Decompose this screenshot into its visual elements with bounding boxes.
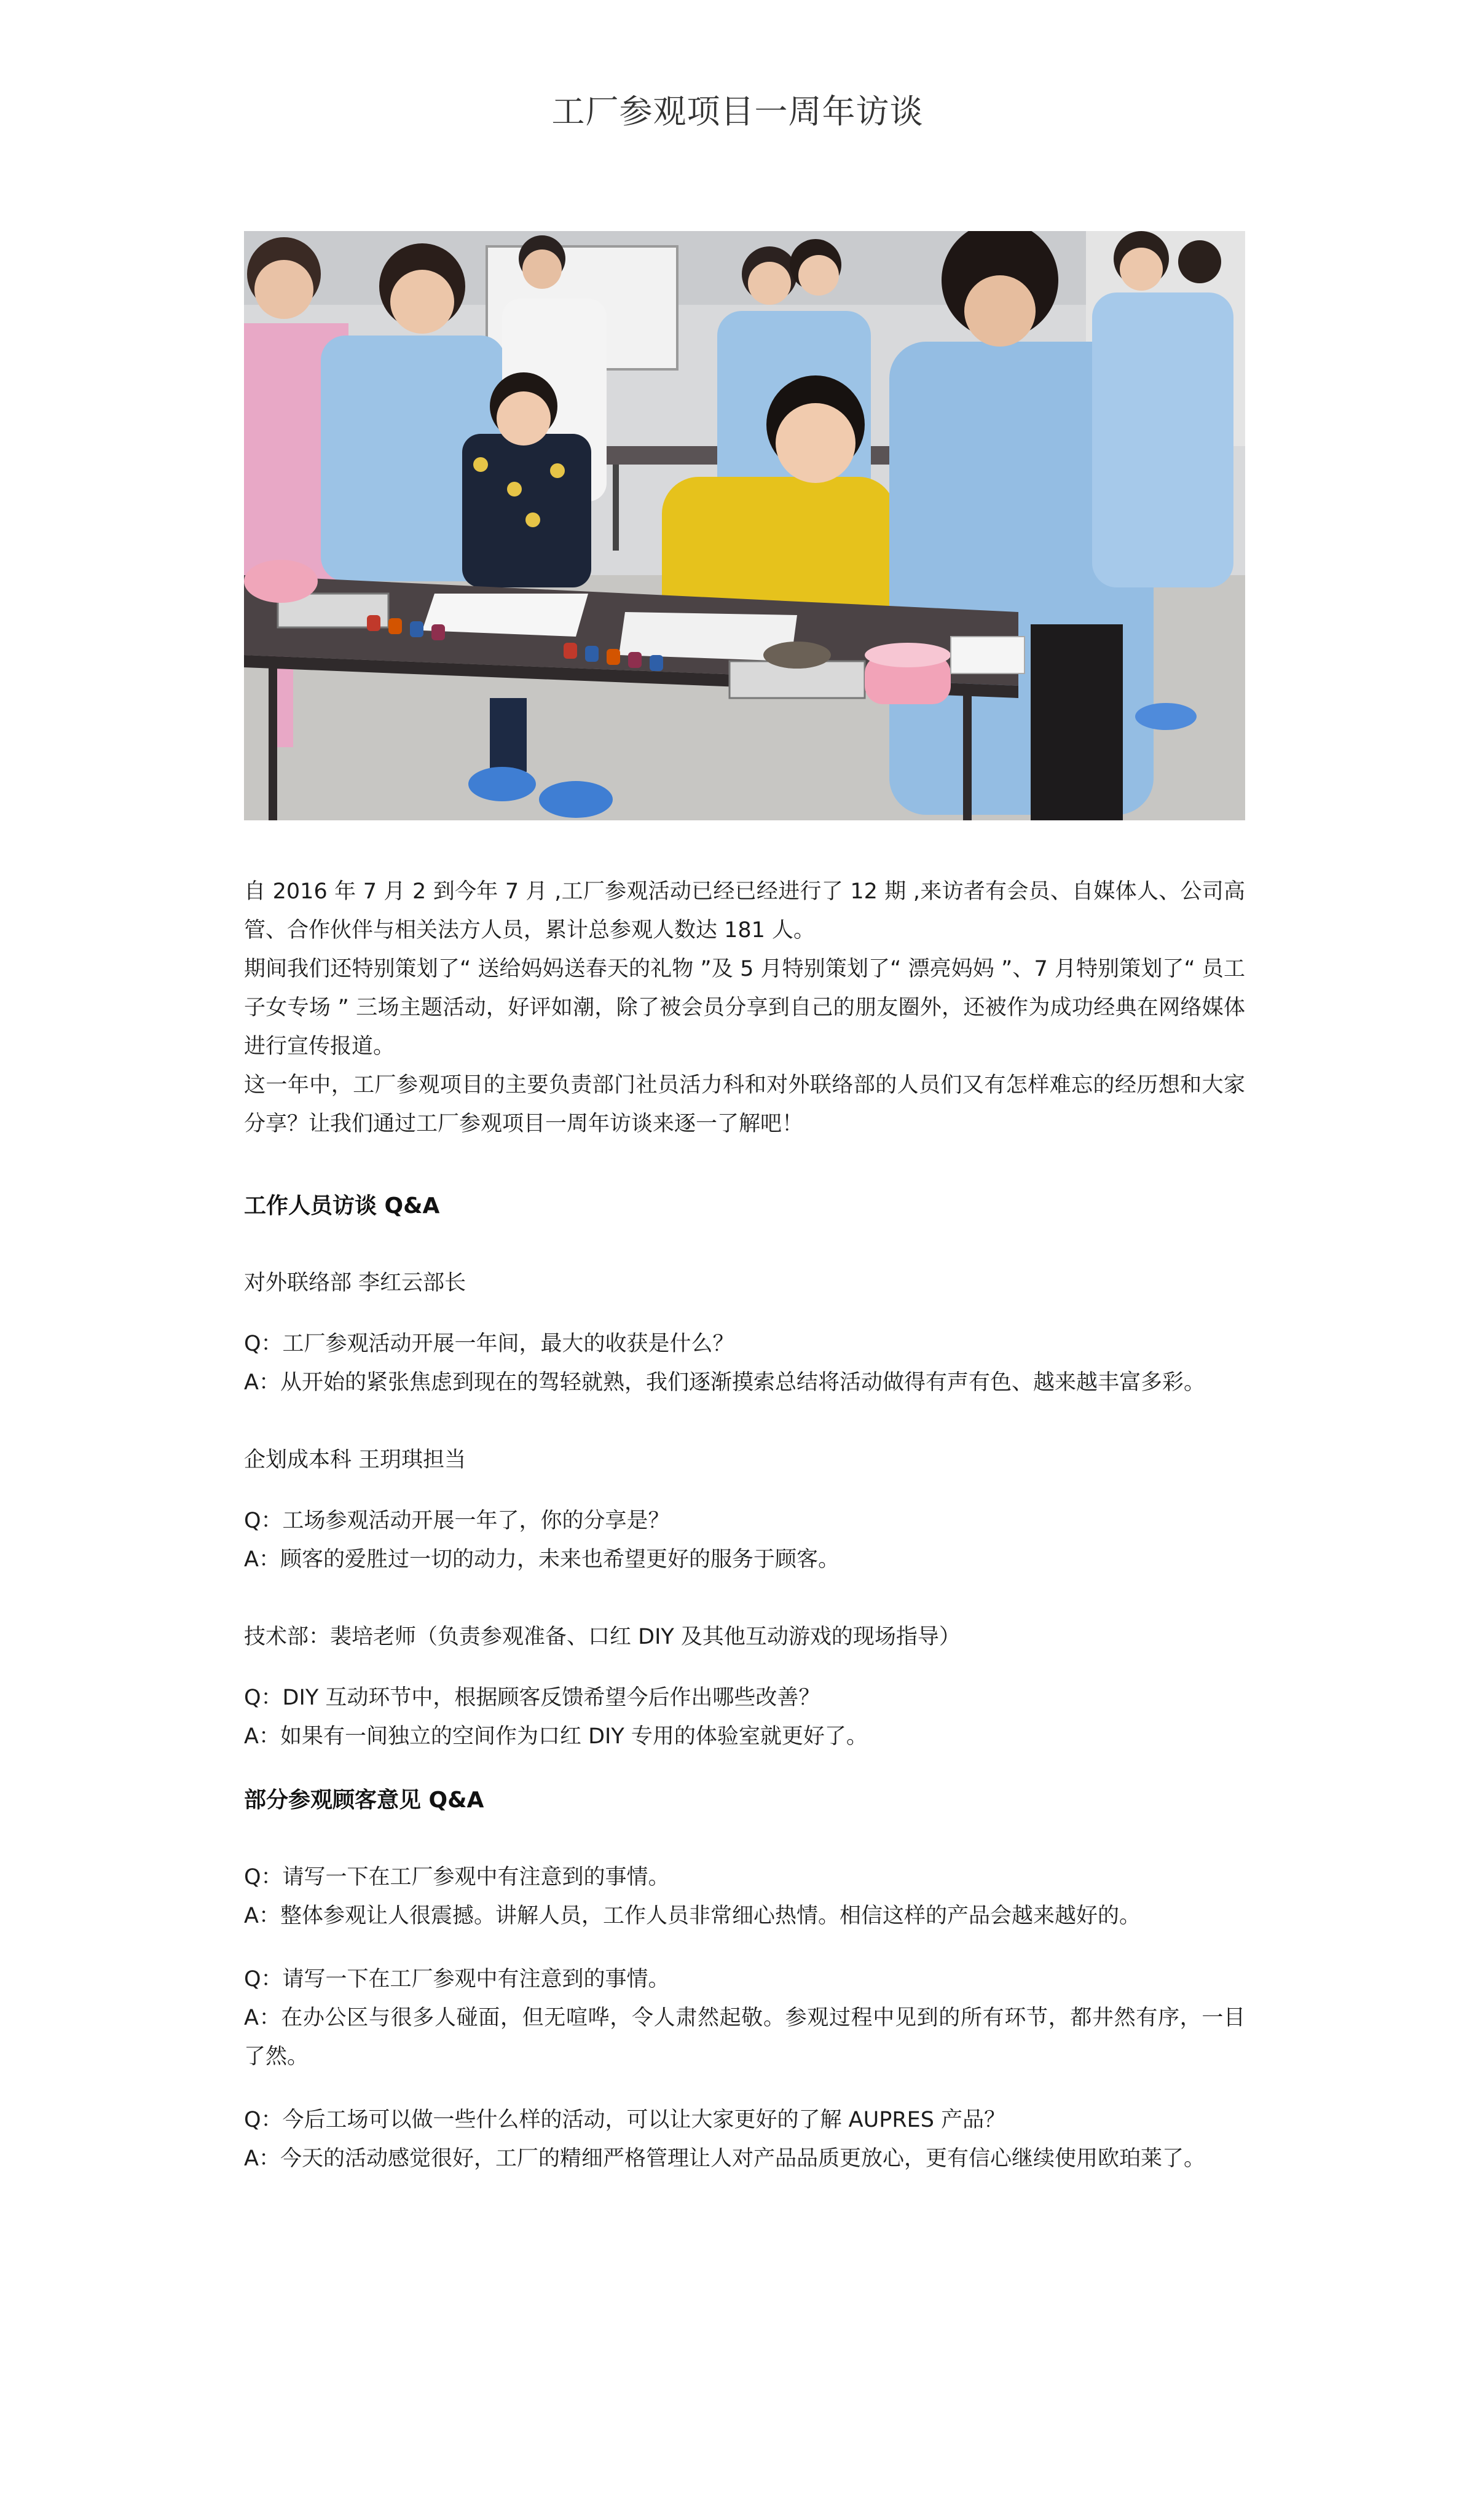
- staff-interview: [244, 1264, 1245, 1402]
- customer-feedback: [244, 2101, 1245, 2178]
- interviewee-name: 对外联络部 李红云部长: [244, 1271, 466, 1295]
- question: Q：今后工场可以做一些什么样的活动，可以让大家更好的了解 AUPRES 产品？: [244, 2108, 1006, 2132]
- intro-paragraph: 这一年中，工厂参观项目的主要负责部门社员活力科和对外联络部的人员们又有怎样难忘的经历想和大家分享？让我们通过工厂参观项目一周年访谈来逐一了解吧！: [244, 1073, 1245, 1136]
- customer-qa-heading: 部分参观顾客意见 Q&A: [244, 1788, 484, 1813]
- question: Q：请写一下在工厂参观中有注意到的事情。: [244, 1865, 670, 1890]
- answer: A：顾客的爱胜过一切的动力，未来也希望更好的服务于顾客。: [244, 1547, 840, 1572]
- intro-paragraph: 自 2016 年 7 月 2 到今年 7 月 ,工厂参观活动已经已经进行了 12 期 ,来访者有会员、自媒体人、公司高管、合作伙伴与相关法方人员，累计总参观人数达 181 人。: [244, 879, 1245, 943]
- staff-interview: [244, 1441, 1245, 1579]
- answer: A：如果有一间独立的空间作为口红 DIY 专用的体验室就更好了。: [244, 1724, 868, 1749]
- customer-feedback: [244, 1960, 1245, 2076]
- question: Q：请写一下在工厂参观中有注意到的事情。: [244, 1967, 670, 1992]
- interviewee-name: 企划成本科 王玥琪担当: [244, 1448, 466, 1472]
- question: Q：工场参观活动开展一年了，你的分享是？: [244, 1509, 670, 1533]
- staff-interview: [244, 1618, 1245, 1756]
- article-body: [244, 873, 1245, 2178]
- photo-illustration: [244, 231, 1245, 820]
- intro-paragraph: 期间我们还特别策划了“ 送给妈妈送春天的礼物 ”及 5 月特别策划了“ 漂亮妈妈 ”、7 月特别策划了“ 员工子女专场 ” 三场主题活动，好评如潮，除了被会员分享到自己的朋友圈外，还被作为成功经典在网络媒体进行宣传报道。: [244, 957, 1245, 1059]
- answer: A：从开始的紧张焦虑到现在的驾轻就熟，我们逐渐摸索总结将活动做得有声有色、越来越丰富多彩。: [244, 1370, 1205, 1395]
- interviewee-name: 技术部：裴培老师（负责参观准备、口红 DIY 及其他互动游戏的现场指导）: [244, 1625, 961, 1649]
- customer-feedback: [244, 1858, 1245, 1936]
- answer: A：今天的活动感觉很好，工厂的精细严格管理让人对产品品质更放心，更有信心继续使用欧珀莱了。: [244, 2146, 1205, 2171]
- article-title: 工厂参观项目一周年访谈: [551, 92, 924, 131]
- factory-visit-photo: [244, 231, 1245, 820]
- staff-qa-heading: 工作人员访谈 Q&A: [244, 1193, 440, 1219]
- question: Q：工厂参观活动开展一年间，最大的收获是什么？: [244, 1332, 734, 1356]
- answer: A：在办公区与很多人碰面，但无喧哗，令人肃然起敬。参观过程中见到的所有环节，都井然有序，一目了然。: [244, 2006, 1245, 2069]
- question: Q：DIY 互动环节中，根据顾客反馈希望今后作出哪些改善？: [244, 1686, 820, 1710]
- answer: A：整体参观让人很震撼。讲解人员，工作人员非常细心热情。相信这样的产品会越来越好的。: [244, 1904, 1141, 1928]
